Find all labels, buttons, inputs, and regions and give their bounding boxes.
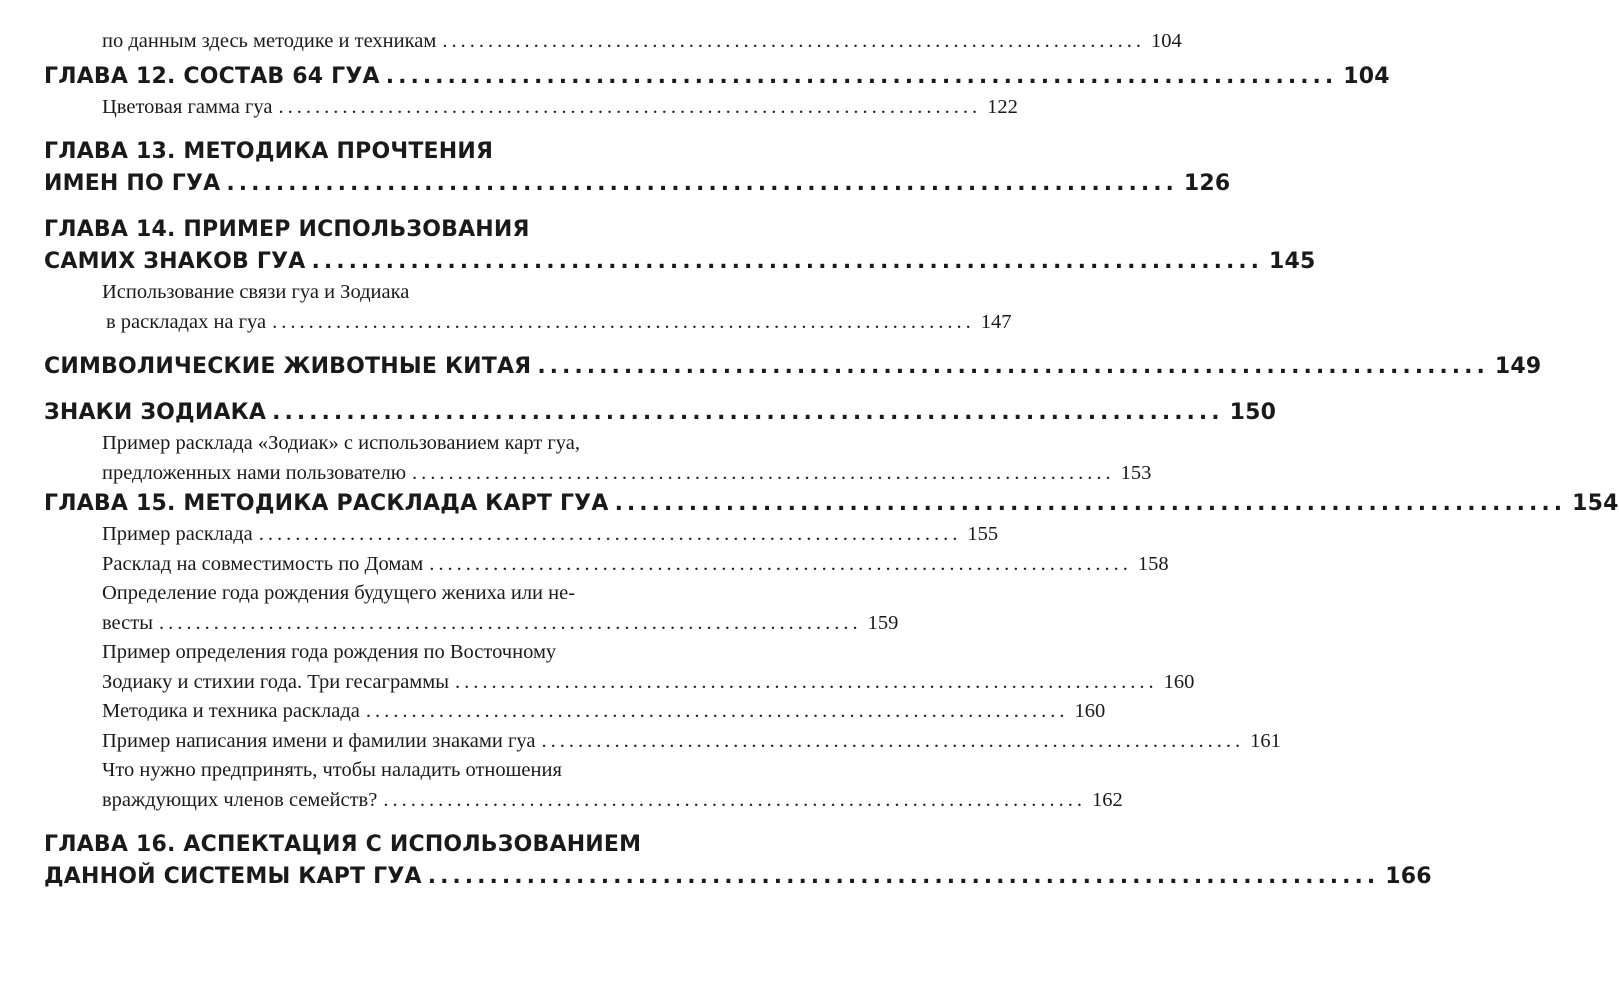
toc-page-number: 147 <box>980 310 1012 333</box>
toc-chapter-title-continued: САМИХ ЗНАКОВ ГУА <box>44 249 306 274</box>
toc-chapter-title-continued: ИМЕН ПО ГУА <box>44 171 221 196</box>
toc-chapter-title: ГЛАВА 15. МЕТОДИКА РАСКЛАДА КАРТ ГУА <box>44 491 609 516</box>
toc-page-number: 122 <box>987 95 1018 118</box>
dot-leader: ............................................................................. <box>429 552 1132 575</box>
toc-chapter <box>44 214 1316 278</box>
toc-entry-title-continued: Зодиаку и стихии года. Три гесаграммы <box>102 670 450 693</box>
toc-entry-title: Пример расклада <box>102 523 253 545</box>
toc-chapter-title: ГЛАВА 12. СОСТАВ 64 ГУА <box>44 63 380 89</box>
toc-entry-title: Что нужно предпринять, чтобы наладить отношения <box>102 759 562 781</box>
dot-leader: ............................................................................. <box>258 523 962 545</box>
dot-leader: ............................................................................. <box>412 461 1115 484</box>
toc-entry-title-continued: в раскладах на гуа <box>106 310 267 333</box>
toc-page-number: 150 <box>1229 400 1277 425</box>
toc-entry-title: Определение года рождения будущего жениха или не- <box>102 582 576 604</box>
toc-chapter <box>44 61 1390 93</box>
toc-page-number: 160 <box>1163 670 1195 693</box>
toc-page-number: 162 <box>1091 788 1123 811</box>
toc-chapter <box>44 397 1277 429</box>
toc-entry <box>102 520 999 550</box>
toc-entry <box>102 697 1106 727</box>
toc-entry-title: Цветовая гамма гуа <box>102 95 273 118</box>
toc-page-number: 153 <box>1120 461 1152 484</box>
dot-leader: ............................................................................. <box>272 310 975 333</box>
toc-page-number: 161 <box>1250 729 1281 752</box>
table-of-contents <box>44 27 1619 893</box>
dot-leader: ............................................................................. <box>383 788 1086 811</box>
dot-leader: ............................................................................. <box>537 354 1489 379</box>
toc-entry <box>102 27 1182 57</box>
dot-leader: ............................................................................. <box>272 400 1224 425</box>
toc-chapter <box>44 829 1432 893</box>
toc-entry <box>102 579 899 638</box>
toc-entry <box>102 429 1152 488</box>
dot-leader: ............................................................................. <box>159 611 862 634</box>
toc-chapter-title: ЗНАКИ ЗОДИАКА <box>44 400 267 425</box>
toc-chapter-title: ГЛАВА 16. АСПЕКТАЦИЯ С ИСПОЛЬЗОВАНИЕМ <box>44 832 642 857</box>
toc-entry <box>102 727 1281 757</box>
toc-entry <box>102 278 1012 337</box>
toc-page-number: 160 <box>1074 700 1106 722</box>
toc-entry <box>102 756 1123 815</box>
toc-entry <box>102 550 1169 580</box>
toc-entry-title: Расклад на совместимость по Домам <box>102 552 424 575</box>
toc-entry <box>102 638 1195 697</box>
toc-entry-title: Пример определения года рождения по Восточному <box>102 641 557 663</box>
toc-chapter <box>44 136 1231 200</box>
toc-entry-title: Использование связи гуа и Зодиака <box>102 281 410 303</box>
toc-page-number: 159 <box>867 611 899 634</box>
toc-page-number: 155 <box>967 523 999 545</box>
toc-entry-title: по данным здесь методике и техникам <box>102 30 437 52</box>
dot-leader: ............................................................................. <box>455 670 1158 693</box>
toc-chapter <box>44 488 1619 520</box>
dot-leader: ............................................................................. <box>541 729 1245 752</box>
toc-entry-title-continued: весты <box>102 611 153 634</box>
dot-leader: ............................................................................. <box>385 63 1338 89</box>
toc-entry-title-continued: враждующих членов семейств? <box>102 788 378 811</box>
toc-chapter <box>44 351 1542 383</box>
toc-chapter-title-continued: ДАННОЙ СИСТЕМЫ КАРТ ГУА <box>44 864 422 889</box>
toc-page-number: 149 <box>1494 354 1542 379</box>
toc-entry-title: Методика и техника расклада <box>102 700 360 722</box>
toc-page-number: 166 <box>1385 864 1432 889</box>
toc-page-number: 126 <box>1183 171 1231 196</box>
dot-leader: ............................................................................. <box>365 700 1069 722</box>
toc-page-number: 104 <box>1343 63 1390 89</box>
toc-chapter-title: СИМВОЛИЧЕСКИЕ ЖИВОТНЫЕ КИТАЯ <box>44 354 532 379</box>
toc-entry <box>102 93 1018 123</box>
dot-leader: ............................................................................. <box>442 30 1145 52</box>
toc-page-number: 104 <box>1150 30 1182 52</box>
dot-leader: ............................................................................. <box>226 171 1178 196</box>
toc-page-number: 145 <box>1269 249 1316 274</box>
dot-leader: ............................................................................. <box>311 249 1264 274</box>
dot-leader: ............................................................................. <box>278 95 982 118</box>
toc-chapter-title: ГЛАВА 13. МЕТОДИКА ПРОЧТЕНИЯ <box>44 139 494 164</box>
toc-chapter-title: ГЛАВА 14. ПРИМЕР ИСПОЛЬЗОВАНИЯ <box>44 217 530 242</box>
toc-entry-title: Пример расклада «Зодиак» с использованием карт гуа, <box>102 432 580 454</box>
toc-entry-title-continued: предложенных нами пользователю <box>102 461 407 484</box>
toc-entry-title: Пример написания имени и фамилии знаками гуа <box>102 729 536 752</box>
toc-page-number: 158 <box>1137 552 1169 575</box>
dot-leader: ............................................................................. <box>427 864 1380 889</box>
toc-page-number: 154 <box>1572 491 1619 516</box>
dot-leader: ............................................................................. <box>614 491 1567 516</box>
